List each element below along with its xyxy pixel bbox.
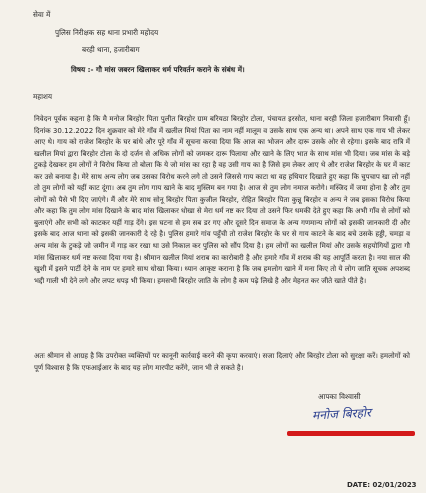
letter-date: DATE: 02/01/2023	[347, 481, 417, 489]
recipient-title: पुलिस निरीक्षक सह थाना प्रभारी महोदय	[55, 28, 159, 37]
red-marker-line	[287, 431, 415, 436]
signature: मनोज बिरहोर	[311, 405, 372, 423]
subject-line: विषय :- गौ मांस जबरन खिलाकर धर्म परिवर्तन कराने के संबंध में।	[71, 65, 245, 74]
closing-text: आपका विश्वासी	[318, 392, 361, 401]
recipient-address: बरही थाना, हजारीबाग	[82, 45, 140, 54]
body-paragraph-2: अतः श्रीमान से आग्रह है कि उपरोक्त व्यक्तियों पर कानूनी कार्रवाई करने की कृपा करवाएं। सजा दिलाएं और बिरहोर टोला को सुरक्षा करें। हमलोगों को पूर्ण विश्वास है कि एफआईआर के बाद यह लोग मारपीट करेंगे, जान भी ले सकते है।	[34, 351, 410, 372]
body-paragraph-1: निवेदन पूर्वक कहना है कि मै मनोज बिरहोर पिता पुलीत बिरहोर ग्राम बरियठा बिरहोर टोला, पंचायत इरसोत, थाना बरही जिला हजारीबाग निवासी हूँ। दिनांक 30.12.2022 दिन शुक्रवार को मेरे गाँव में खलील मियां पिता का नाम नहीं मालूम व उसके साथ एक अन्य था। अपने साथ एक गाय भी लेकर आए थे। गाय को राजेश बिरहोर के घर बांधे और पूरे गाँव में सूचना करवा दिया कि आज का भोजन और दारू उसके ओर से रहेगा। इसके बाद रात्रि में खलील मियां द्वारा बिरहोर टोला के दो दर्जन से अधिक लोगों को जमकर दारू पिलाया और खाने के लिए भात के साथ मांस भी दिया। जब मांस के बड़े टुकड़े देखकर हम लोगों ने विरोध किया तो बोला कि ये जो मांस का रहा है वह उसी गाय का है जिसे हम लेकर आए थे और राजेश बिरहोर के घर में काट कर उसे बनाया है। मेरे साथ अन्य लोग जब उसका विरोध करने लगे तो उसने जिससे गाय काटा था वह हथियार दिखाते हुए कहा कि चुपचाप खा लो नहीं तो तुम लोगों को यहीं काट दूंगा। अब तुम लोग गाय खाने के बाद मुस्लिम बन गया है। आज से तुम लोग नमाज करोगे। मस्जिद में जमा होना है और तुम लोगों को पैसे भी दिए जाएंगे। मैं और मेरे साथ सोनू बिरहोर पिता कुजील बिरहोर, रोहित बिरहोर पिता कुन्नू बिरहोर व अन्य ने जब इसका विरोध किया और कहा कि तुम लोग मांस दिखाने के बाद मांस खिलाकर धोखा से मेरा धर्म नष्ट कर दिया तो उसने फिर धमकी देते हुए कहा कि अभी गाँव से लोगों को बुलाएंगे और सभी को काटकर यहीं गाड़ देंगे। इस घटना से हम सब डर गए और दूसरे दिन समाज के अन्य गणमान्य लोगों को इसकी जानकारी दी और इसके बाद आज थाना को इसकी जानकारी दे रहे है। पुलिस हमारे गांव पहुँची तो राजेश बिरहोर के घर से गाय काटने के बाद बचे उसके हड्डी, चमड़ा व अन्य मांस के टुकड़े जो जमीन में गाड़ कर रखा था उसे निकाल कर पुलिस को सौंप दिया है। हम लोगों का खलील मियां और उसके सहयोगियों द्वारा गौ मांस खिलाकर धर्म नष्ट करवा दिया गया है। श्रीमान खलील मियां शराब का कारोबारी है और हमारे गाँव में शराब की यह आपूर्ति करता है। नया साल की खुशी में इसने पार्टी देने के नाम पर हमारे साथ धोखा किया। ध्यान आकृष्ट कराना है कि जब हमलोग खाने में मना किए तो ये लोग जाति सूचक अपशब्द भद्दी गाली भी देने लगे और लपट धपड़ भी किया। हमसभी बिरहोर जाति के लोग है कम पढ़े लिखे है और मेहनत कर जीते खाते पीते है।	[34, 114, 410, 285]
greeting: महाशय	[33, 92, 53, 101]
salutation-to: सेवा में	[33, 10, 51, 19]
